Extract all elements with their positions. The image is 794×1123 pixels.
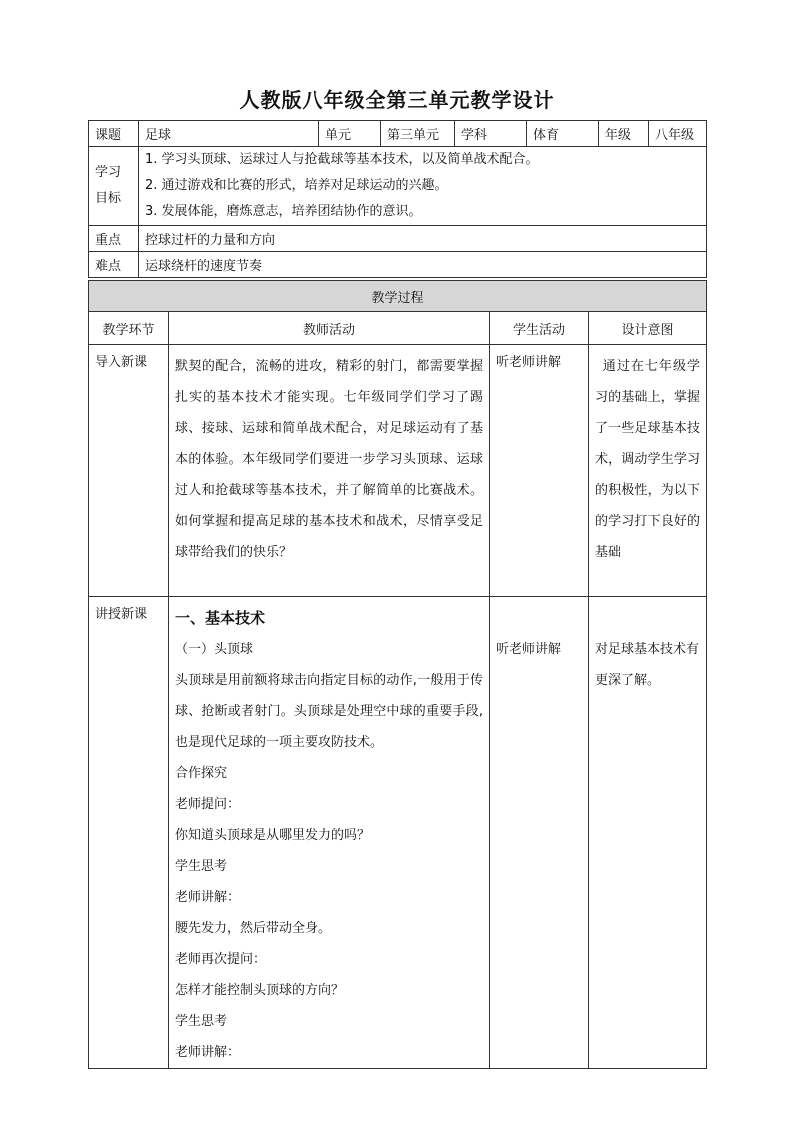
col-header-intent: 设计意图 xyxy=(589,312,707,345)
subject-value: 体育 xyxy=(527,121,599,147)
difficulty-row xyxy=(89,252,707,278)
unit-value: 第三单元 xyxy=(381,121,455,147)
difficulty-label: 难点 xyxy=(89,252,139,278)
key-point-row xyxy=(89,226,707,252)
student-activity-text: 听老师讲解 xyxy=(496,642,562,657)
goals-label xyxy=(89,147,139,226)
col-header-student: 学生活动 xyxy=(490,312,589,345)
design-intent-cell xyxy=(589,345,707,597)
teacher-line: 老师提问： xyxy=(175,797,241,812)
key-point-label: 重点 xyxy=(89,226,139,252)
teacher-line: 老师讲解： xyxy=(175,1045,241,1060)
col-header-stage: 教学环节 xyxy=(89,312,169,345)
goal-item: 2. 通过游戏和比赛的形式，培养对足球运动的兴趣。 xyxy=(145,178,448,193)
student-activity-cell xyxy=(490,597,589,1069)
teacher-line: 怎样才能控制头顶球的方向？ xyxy=(175,983,345,998)
process-title-row xyxy=(89,281,707,312)
column-header-row xyxy=(89,312,707,345)
teacher-line: 老师再次提问： xyxy=(175,952,267,967)
subsection-heading: （一）头顶球 xyxy=(175,642,254,657)
goal-item: 3. 发展体能，磨炼意志，培养团结协作的意识。 xyxy=(145,204,422,219)
col-header-teacher: 教师活动 xyxy=(169,312,490,345)
topic-label: 课题 xyxy=(89,121,139,147)
teacher-activity-cell xyxy=(169,597,490,1069)
goals-label-line1: 学习 xyxy=(95,165,122,180)
goals-list xyxy=(139,147,707,226)
unit-label: 单元 xyxy=(319,121,381,147)
topic-value: 足球 xyxy=(139,121,319,147)
section-heading: 一、基本技术 xyxy=(175,609,266,627)
difficulty-text: 运球绕杆的速度节奏 xyxy=(139,252,707,278)
student-activity-cell: 听老师讲解 xyxy=(490,345,589,597)
stage-cell: 讲授新课 xyxy=(89,597,169,1069)
process-title: 教学过程 xyxy=(89,281,707,312)
subject-label: 学科 xyxy=(455,121,527,147)
teacher-line: 学生思考 xyxy=(175,859,228,874)
goal-item: 1. 学习头顶球、运球过人与抢截球等基本技术，以及简单战术配合。 xyxy=(145,152,539,167)
teacher-activity-text: 默契的配合，流畅的进攻，精彩的射门，都需要掌握扎实的基本技术才能实现。七年级同学们学习了踢球、接球、运球和简单战术配合，对足球运动有了基本的体验。本年级同学们要进一步学习头顶球、运球过人和抢截球等基本技术，并了解简单的比赛战术。如何掌握和提高足球的基本技术和战术，尽情享受足球带给我们的快乐？ xyxy=(175,359,483,560)
design-intent-cell xyxy=(589,597,707,1069)
teacher-line: 腰先发力，然后带动全身。 xyxy=(175,921,332,936)
teacher-line: 你知道头顶球是从哪里发力的吗？ xyxy=(175,828,371,843)
design-intent-text: 通过在七年级学习的基础上，掌握了一些足球基本技术，调动学生学习的积极性，为以下的学习打下良好的基础 xyxy=(595,359,701,560)
goals-label-line2: 目标 xyxy=(95,191,122,206)
teacher-line: 老师讲解： xyxy=(175,890,241,905)
grade-value: 八年级 xyxy=(649,121,707,147)
teacher-line: 学生思考 xyxy=(175,1014,228,1029)
table-row xyxy=(89,345,707,597)
teacher-line: 合作探究 xyxy=(175,766,228,781)
grade-label: 年级 xyxy=(599,121,649,147)
design-intent-text: 对足球基本技术有更深了解。 xyxy=(595,642,700,688)
table-row xyxy=(89,597,707,1069)
stage-cell: 导入新课 xyxy=(89,345,169,597)
teacher-activity-cell xyxy=(169,345,490,597)
goals-row xyxy=(89,147,707,226)
teacher-activity-text: 头顶球是用前额将球击向指定目标的动作,一般用于传球、抢断或者射门。头顶球是处理空中球的重要手段,也是现代足球的一项主要攻防技术。 xyxy=(175,673,483,750)
info-row xyxy=(89,121,707,147)
key-point-text: 控球过杆的力量和方向 xyxy=(139,226,707,252)
info-table xyxy=(88,120,707,278)
page-title: 人教版八年级全第三单元教学设计 xyxy=(239,88,555,112)
process-table xyxy=(88,280,707,1069)
